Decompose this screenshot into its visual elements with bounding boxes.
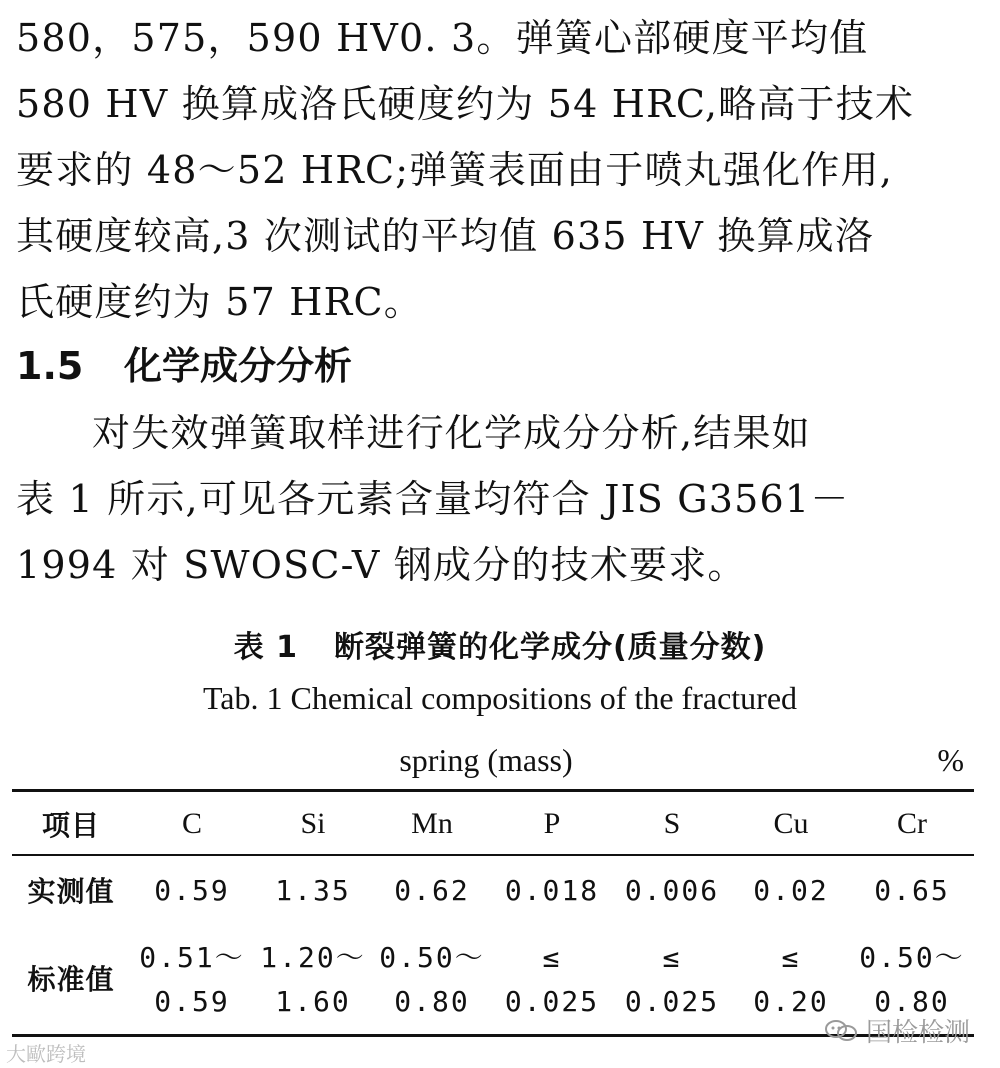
table-caption-en: spring (mass)	[399, 742, 573, 778]
paragraph-line: 580 HV 换算成洛氏硬度约为 54 HRC,略高于技术	[16, 82, 915, 126]
table-caption-en: Tab. 1 Chemical compositions of the fractured	[202, 680, 798, 716]
column-header: P	[543, 806, 561, 840]
paragraph-line: 对失效弹簧取样进行化学成分分析,结果如	[92, 411, 811, 455]
paragraph-line: 氏硬度约为 57 HRC。	[16, 280, 423, 324]
table-cell: 0.62	[394, 873, 470, 907]
table-cell	[612, 925, 732, 1035]
column-header: Si	[300, 806, 326, 840]
table-cell	[492, 925, 612, 1035]
paragraph-line: 1994 对 SWOSC-V 钢成分的技术要求。	[16, 543, 747, 587]
table-cell: 0.65	[874, 873, 950, 907]
table-cell	[254, 925, 372, 1035]
paragraph-line: 表 1 所示,可见各元素含量均符合 JIS G3561－	[16, 477, 850, 521]
range-lower: 0.80	[394, 985, 470, 1018]
range-lower: 0.20	[753, 985, 829, 1018]
table-cell	[372, 925, 492, 1035]
paragraph-line: 580，575，590 HV0. 3。弹簧心部硬度平均值	[16, 16, 869, 60]
range-upper: ≤	[781, 941, 801, 974]
section-title: 化学成分分析	[124, 344, 353, 388]
composition-table	[12, 792, 974, 1035]
column-header: 项目	[41, 808, 100, 842]
section-heading	[16, 338, 352, 394]
row-label: 实测值	[27, 875, 115, 908]
paragraph-line: 要求的 48～52 HRC;弹簧表面由于喷丸强化作用,	[16, 148, 893, 192]
column-header: C	[181, 806, 202, 840]
range-lower: 0.59	[154, 985, 230, 1018]
column-header: Cr	[897, 806, 927, 840]
range-upper: 1.20～	[260, 941, 366, 974]
table-cell: 0.02	[753, 873, 829, 907]
column-header: Mn	[411, 806, 453, 840]
table-cell	[130, 925, 254, 1035]
table-header-row	[12, 792, 974, 855]
range-upper: 0.51～	[139, 941, 245, 974]
section-number: 1.5	[16, 344, 84, 388]
range-upper: ≤	[662, 941, 682, 974]
column-header: Cu	[773, 806, 809, 840]
watermark-right	[824, 1012, 970, 1049]
range-lower: 0.80	[874, 985, 950, 1018]
table-cell: 0.018	[504, 873, 600, 907]
paragraph-line: 其硬度较高,3 次测试的平均值 635 HV 换算成洛	[16, 214, 875, 258]
table-unit: %	[937, 742, 964, 778]
range-upper: 0.50～	[379, 941, 485, 974]
table-row	[12, 855, 974, 925]
table-cell: 0.59	[154, 873, 230, 907]
range-lower: 0.025	[624, 985, 720, 1018]
table-number: 表 1	[233, 630, 298, 665]
watermark-left: 大歐跨境	[6, 1042, 86, 1066]
table-caption-cn	[0, 622, 1000, 666]
table-cell: 1.35	[275, 873, 351, 907]
column-header: S	[663, 806, 681, 840]
range-upper: ≤	[542, 941, 562, 974]
watermark-text: 国检检测	[865, 1018, 970, 1048]
wechat-icon	[824, 1019, 858, 1043]
row-label: 标准值	[27, 963, 115, 996]
table-title-cn: 断裂弹簧的化学成分(质量分数)	[333, 630, 767, 665]
range-upper: 0.50～	[859, 941, 965, 974]
range-lower: 1.60	[275, 985, 351, 1018]
range-lower: 0.025	[504, 985, 600, 1018]
table-cell: 0.006	[624, 873, 720, 907]
